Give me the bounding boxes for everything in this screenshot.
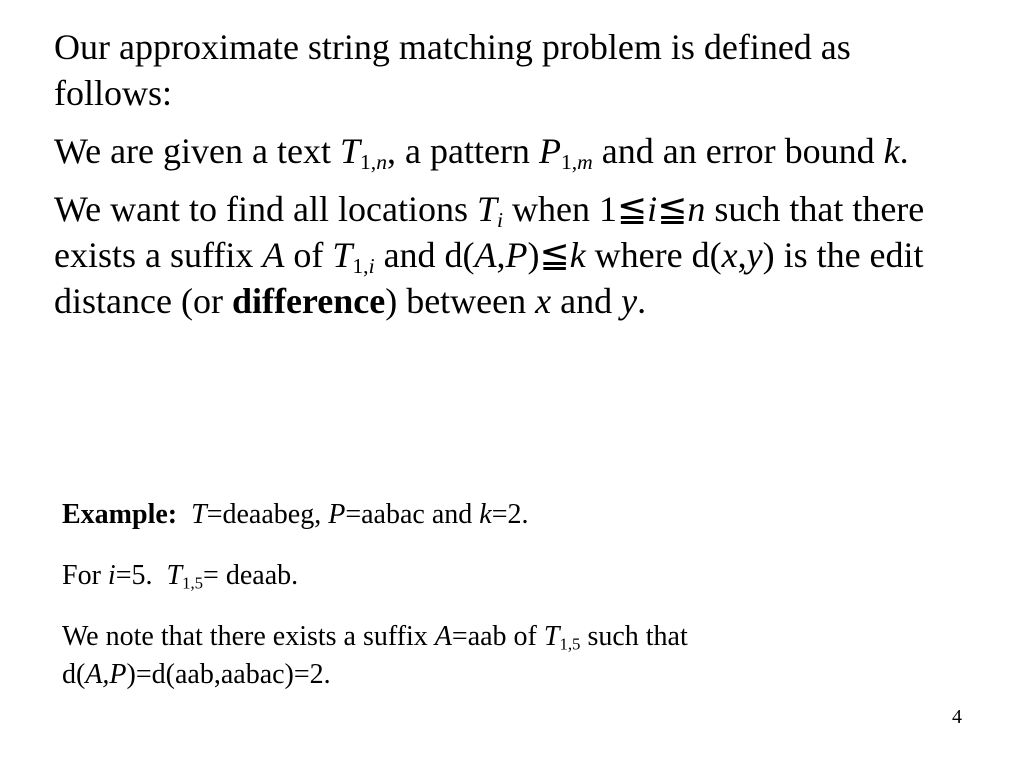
text: =deaabeg, <box>206 499 329 530</box>
text: such that there exists a suffix <box>54 189 925 275</box>
subscript-T: 1,5 <box>559 634 581 654</box>
subscript-T <box>352 254 374 278</box>
var-T: T <box>543 621 560 652</box>
var-x: x <box>535 281 552 321</box>
subscript-text: 1, <box>560 150 578 175</box>
text: =2. <box>491 499 529 530</box>
text: of <box>284 235 333 275</box>
text: and <box>551 281 622 321</box>
note-line <box>62 618 962 694</box>
slide-body <box>54 24 974 336</box>
subscript-var-m: m <box>577 150 593 175</box>
var-k: k <box>883 131 900 171</box>
var-T: T <box>339 131 360 171</box>
paragraph-given <box>54 128 974 174</box>
text: We note that there exists a suffix <box>62 621 435 652</box>
var-T: T <box>477 189 498 229</box>
var-n: n <box>687 189 706 229</box>
text: ) between <box>385 281 536 321</box>
var-T: T <box>332 235 353 275</box>
text: = deaab. <box>203 560 299 591</box>
var-T: T <box>191 499 207 530</box>
text: . <box>637 281 647 321</box>
var-A: A <box>474 235 497 275</box>
text: and d( <box>374 235 475 275</box>
text: )≦ <box>527 235 570 275</box>
text: For <box>62 560 108 591</box>
text: , <box>496 235 506 275</box>
subscript-var-n: n <box>376 150 387 175</box>
subscript-var-i: i <box>497 208 504 233</box>
subscript-T <box>360 150 387 174</box>
example-block <box>62 496 962 694</box>
example-line <box>62 496 962 534</box>
text: ) is the edit distance (or <box>54 235 924 321</box>
subscript-P <box>561 150 593 174</box>
var-P: P <box>328 499 346 530</box>
subscript-text: 1, <box>352 254 369 279</box>
text: and an error bound <box>592 131 884 171</box>
for-i-line <box>62 557 962 595</box>
var-k: k <box>569 235 586 275</box>
text: such that d( <box>62 621 688 690</box>
text: We are given a text <box>54 131 340 171</box>
paragraph-goal <box>54 186 974 324</box>
text: =aabac and <box>345 499 480 530</box>
var-y: y <box>746 235 763 275</box>
page-number: 4 <box>952 706 962 728</box>
text: ≦ <box>657 189 688 229</box>
subscript-T: 1,5 <box>182 573 204 593</box>
text: , a pattern <box>387 131 539 171</box>
text: where d( <box>585 235 722 275</box>
var-y: y <box>621 281 638 321</box>
text: =aab of <box>451 621 544 652</box>
text: . <box>899 131 909 171</box>
var-x: x <box>721 235 738 275</box>
subscript-var-i: i <box>368 254 375 279</box>
var-P: P <box>538 131 561 171</box>
bold-term-difference: difference <box>231 281 386 321</box>
text: when 1≦ <box>503 189 648 229</box>
var-i: i <box>647 189 658 229</box>
var-P: P <box>505 235 528 275</box>
text: We want to find all locations <box>54 189 477 229</box>
text: )=d(aab,aabac)=2. <box>126 659 331 690</box>
subscript-text: 1, <box>360 150 377 175</box>
var-k: k <box>479 499 492 530</box>
var-T: T <box>166 560 183 591</box>
paragraph-definition-intro <box>54 24 974 116</box>
text: , <box>737 235 747 275</box>
text: Our approximate string matching problem is defined as follows: <box>54 27 851 113</box>
var-i: i <box>107 560 116 591</box>
example-label: Example: <box>62 499 178 530</box>
var-A: A <box>434 621 452 652</box>
var-A: A <box>262 235 285 275</box>
var-A-P: A,P <box>85 659 127 690</box>
text: =5. <box>115 560 167 591</box>
